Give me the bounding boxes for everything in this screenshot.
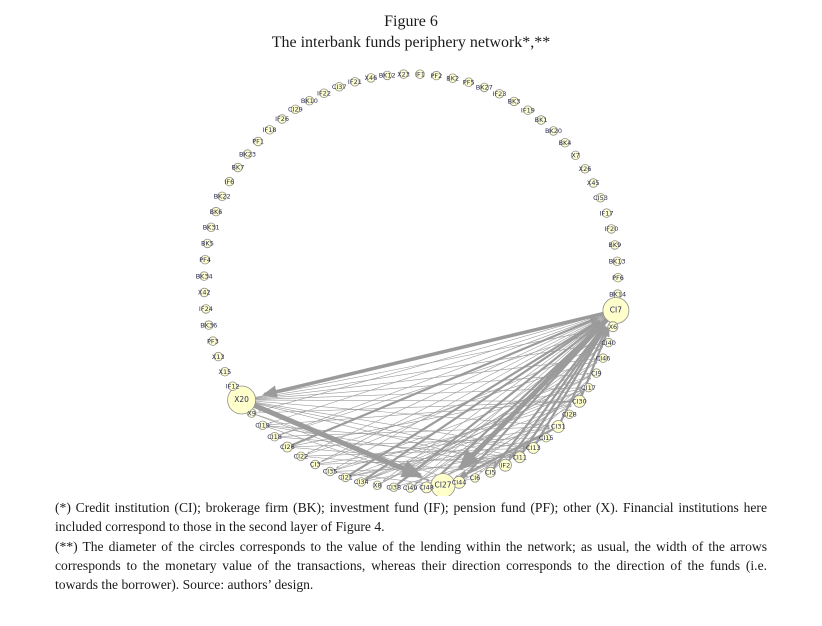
- network-node-label: CI27: [434, 480, 452, 490]
- network-node-label: PF5: [462, 78, 475, 87]
- network-node-label: IF21: [347, 78, 362, 86]
- network-node-label: CI22: [293, 452, 309, 461]
- network-edge: [264, 312, 608, 394]
- network-node-label: CI7: [609, 305, 623, 315]
- labels-layer: [196, 70, 626, 492]
- network-node-label: PF2: [430, 71, 443, 80]
- network-node-label: BK2: [446, 74, 460, 83]
- network-node-label: IF19: [520, 106, 535, 115]
- network-node-label: CI18: [267, 432, 282, 441]
- network-svg: [0, 53, 822, 496]
- figure-title: The interbank funds periphery network*,**: [271, 34, 551, 51]
- network-node-label: X7: [571, 151, 580, 160]
- figure-number: Figure 6: [384, 13, 438, 30]
- network-node-label: CI28: [562, 410, 577, 419]
- network-node-label: BK22: [213, 192, 231, 201]
- network-diagram: [0, 53, 822, 496]
- network-node-label: CI53: [593, 194, 608, 202]
- network-node-label: CI37: [331, 83, 347, 91]
- network-node-label: IF2: [500, 461, 511, 470]
- network-node-label: X42: [197, 288, 211, 297]
- network-node-label: BK36: [200, 321, 218, 330]
- network-node-label: X20: [234, 395, 249, 405]
- network-node-label: CI44: [451, 478, 467, 487]
- network-node-label: BK20: [545, 127, 562, 136]
- network-node-label: CI38: [386, 483, 402, 492]
- network-node-label: X13: [211, 352, 225, 361]
- network-node-label: BK1: [534, 116, 548, 125]
- network-node-label: IF24: [198, 305, 213, 314]
- network-node-label: PF6: [612, 273, 624, 282]
- network-node-label: X45: [586, 179, 600, 188]
- network-node-label: X26: [578, 165, 592, 173]
- network-node-label: BK13: [608, 257, 626, 266]
- network-node-label: CI5: [485, 468, 496, 477]
- network-node-label: CI35: [322, 467, 338, 476]
- network-node-label: IF1: [415, 70, 425, 79]
- network-node-label: X6: [608, 322, 618, 331]
- network-node-label: X46: [364, 74, 378, 83]
- network-node-label: BK34: [195, 272, 213, 281]
- network-node-label: BK3: [507, 97, 521, 106]
- network-node-label: IF20: [604, 225, 619, 234]
- network-node-label: BK10: [300, 96, 318, 105]
- network-node-label: IF12: [225, 382, 240, 391]
- network-node-label: BK12: [378, 71, 396, 80]
- footnote-double-asterisk: (**) The diameter of the circles corresponds to the value of the lending within the network; as usual, the width of the arrows corresponds to the monetary value of the transactions, whereas their direction corresponds to the direction of the funds (i.e. towards the borrower). Source: authors’ design.: [55, 539, 767, 592]
- network-node-label: IF23: [492, 90, 507, 98]
- network-node-label: CI29: [288, 105, 303, 114]
- network-node-label: CI46: [595, 354, 611, 363]
- network-node-label: CI21: [338, 473, 353, 482]
- network-node-label: CI3: [309, 460, 321, 469]
- network-node-label: CI6: [469, 474, 481, 483]
- network-node-label: CI49: [402, 484, 418, 493]
- network-node-label: PF3: [207, 337, 219, 346]
- network-node-label: CI13: [526, 444, 541, 453]
- network-node-label: BK27: [475, 83, 493, 92]
- network-node-label: IF6: [224, 177, 235, 186]
- network-node-label: CI15: [538, 433, 554, 442]
- network-node-label: PF1: [252, 137, 264, 146]
- network-node-label: CI9: [591, 369, 602, 378]
- network-node-label: CI26: [280, 443, 295, 452]
- network-node-label: CI40: [601, 338, 616, 347]
- network-node-label: IF17: [599, 209, 614, 218]
- network-node-label: BK31: [202, 223, 220, 232]
- network-node-label: BK4: [558, 138, 572, 147]
- network-node-label: CI11: [512, 453, 528, 462]
- edges-layer: [249, 312, 610, 487]
- network-node-label: BK14: [609, 290, 627, 299]
- network-node-label: X9: [247, 409, 256, 418]
- network-node-label: CI31: [550, 422, 566, 431]
- network-node-label: CI30: [572, 397, 587, 406]
- network-node-label: CI19: [255, 421, 270, 430]
- network-node-label: PF4: [199, 255, 211, 264]
- network-node-label: X15: [218, 367, 232, 376]
- network-node-label: BK9: [608, 241, 622, 250]
- network-node-label: CI17: [581, 383, 596, 392]
- network-node-label: IF18: [262, 126, 277, 134]
- network-node-label: BK5: [200, 239, 214, 248]
- network-node-label: BK23: [239, 150, 256, 159]
- figure-captions: [55, 498, 767, 594]
- network-node-label: BK7: [231, 163, 245, 172]
- network-node-label: BK6: [209, 207, 223, 216]
- network-node-label: X23: [397, 70, 410, 79]
- network-node-label: CI34: [353, 478, 369, 487]
- network-node-label: IF22: [317, 89, 331, 98]
- network-node-label: IF26: [275, 115, 290, 124]
- footnote-asterisk: (*) Credit institution (CI); brokerage firm (BK); investment fund (IF); pension fund (PF); other (X). Financial institutions here included correspond to those in the second layer of Figure 4.: [55, 500, 767, 534]
- network-node-label: CI48: [419, 483, 434, 492]
- network-node-label: X8: [373, 481, 382, 490]
